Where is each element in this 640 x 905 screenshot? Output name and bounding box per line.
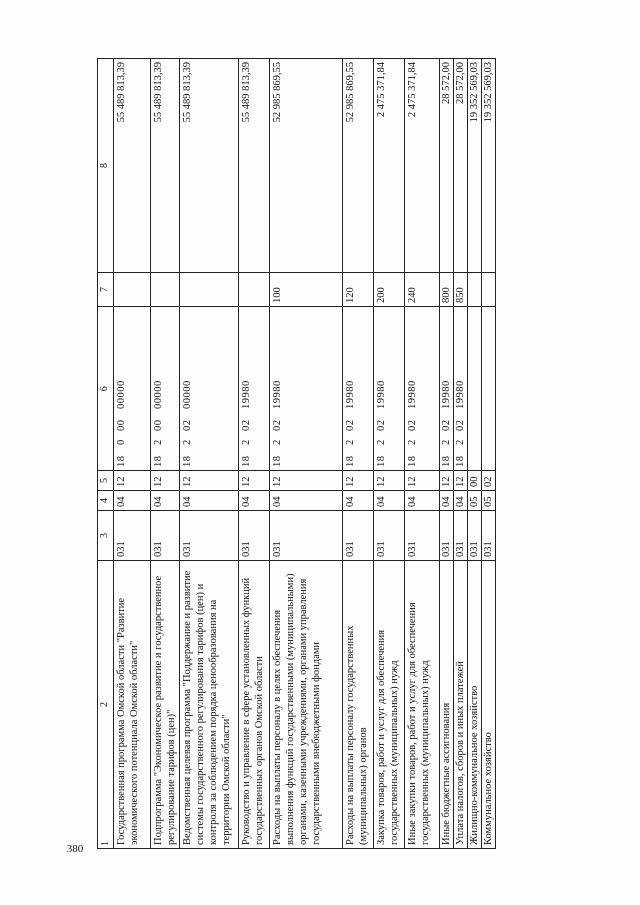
target-code-part: 00000 bbox=[115, 380, 127, 409]
table-row bbox=[373, 59, 404, 849]
target-code-part: 00000 bbox=[181, 380, 193, 409]
row-expense-type-code bbox=[238, 273, 269, 307]
target-code-part: 19980 bbox=[375, 380, 387, 409]
target-code-part: 2 bbox=[181, 439, 193, 445]
row-name: Ведомственная целевая программа "Поддержание и развитие системы государственного регулирования тарифов (цен) и контроля за соблюдением порядка ценообразования на территории Омской области" bbox=[179, 561, 238, 849]
row-grbs-code: 031 bbox=[439, 511, 453, 561]
row-grbs-code: 031 bbox=[342, 511, 373, 561]
row-name: Расходы на выплаты персоналу в целях обеспечения выполнения функций государственными (муниципальными) органами, казенными учреждениями, органами управления государственными внебюджетными фондами bbox=[269, 561, 342, 849]
row-expense-type-code bbox=[179, 273, 238, 307]
target-code-part: 00 bbox=[115, 419, 127, 431]
row-amount: 2 475 371,84 bbox=[404, 59, 439, 273]
rotated-table-sheet bbox=[66, 59, 577, 855]
table-row bbox=[439, 59, 453, 849]
row-name: Государственная программа Омской области "Развитие экономического потенциала Омской области" bbox=[113, 561, 150, 849]
target-code-part: 02 bbox=[406, 419, 418, 431]
target-code-part: 18 bbox=[115, 455, 127, 467]
target-code-part: 02 bbox=[440, 419, 452, 431]
target-code-part: 02 bbox=[375, 419, 387, 431]
target-code-part: 18 bbox=[181, 455, 193, 467]
budget-table bbox=[97, 58, 496, 849]
target-code-part: 18 bbox=[454, 455, 466, 467]
row-expense-type-code bbox=[482, 273, 496, 307]
target-code-part: 02 bbox=[181, 419, 193, 431]
target-code-part: 18 bbox=[152, 455, 164, 467]
target-code-part: 2 bbox=[440, 439, 452, 445]
row-amount: 55 489 813,39 bbox=[238, 59, 269, 273]
row-name: Руководство и управление в сфере установленных функций государственных органов Омской области bbox=[238, 561, 269, 849]
row-amount: 19 352 569,03 bbox=[468, 59, 482, 273]
header-col-6: 6 bbox=[98, 307, 114, 471]
row-subsection-code: 12 bbox=[113, 471, 150, 491]
target-code-part: 2 bbox=[152, 439, 164, 445]
table-row bbox=[453, 59, 467, 849]
row-section-code: 04 bbox=[453, 491, 467, 511]
row-section-code: 04 bbox=[150, 491, 179, 511]
target-code-part: 2 bbox=[375, 439, 387, 445]
target-code-part: 18 bbox=[375, 455, 387, 467]
target-code-part: 19980 bbox=[440, 380, 452, 409]
table-row bbox=[482, 59, 496, 849]
row-subsection-code: 02 bbox=[482, 471, 496, 491]
target-code-part: 00 bbox=[152, 419, 164, 431]
target-code-part: 18 bbox=[240, 455, 252, 467]
row-name: Расходы на выплаты персоналу государственных (муниципальных) органов bbox=[342, 561, 373, 849]
row-expense-type-code bbox=[113, 273, 150, 307]
row-target-code bbox=[404, 307, 439, 471]
table-row bbox=[113, 59, 150, 849]
row-section-code: 04 bbox=[238, 491, 269, 511]
row-subsection-code: 12 bbox=[150, 471, 179, 491]
row-grbs-code: 031 bbox=[453, 511, 467, 561]
row-amount: 55 489 813,39 bbox=[113, 59, 150, 273]
row-grbs-code: 031 bbox=[468, 511, 482, 561]
row-section-code: 04 bbox=[113, 491, 150, 511]
row-expense-type-code bbox=[150, 273, 179, 307]
row-expense-type-code: 120 bbox=[342, 273, 373, 307]
row-target-code bbox=[150, 307, 179, 471]
row-target-code bbox=[179, 307, 238, 471]
row-grbs-code: 031 bbox=[113, 511, 150, 561]
row-target-code bbox=[342, 307, 373, 471]
target-code-part: 2 bbox=[454, 439, 466, 445]
row-grbs-code: 031 bbox=[482, 511, 496, 561]
row-target-code bbox=[113, 307, 150, 471]
target-code-part: 2 bbox=[406, 439, 418, 445]
row-expense-type-code: 800 bbox=[439, 273, 453, 307]
row-target-code bbox=[482, 307, 496, 471]
header-col-2: 2 bbox=[98, 561, 114, 849]
row-target-code bbox=[439, 307, 453, 471]
row-expense-type-code bbox=[468, 273, 482, 307]
col-1-label: 1 bbox=[100, 841, 111, 846]
header-col-4: 4 bbox=[98, 491, 114, 511]
row-grbs-code: 031 bbox=[238, 511, 269, 561]
row-target-code bbox=[373, 307, 404, 471]
row-amount: 2 475 371,84 bbox=[373, 59, 404, 273]
target-code-part: 19980 bbox=[454, 380, 466, 409]
target-code-part: 02 bbox=[271, 419, 283, 431]
table-row bbox=[468, 59, 482, 849]
row-expense-type-code: 240 bbox=[404, 273, 439, 307]
row-name: Жилищно-коммунальное хозяйство bbox=[468, 561, 482, 849]
target-code-part: 18 bbox=[271, 455, 283, 467]
row-section-code: 04 bbox=[404, 491, 439, 511]
row-section-code: 04 bbox=[342, 491, 373, 511]
row-amount: 28 572,00 bbox=[453, 59, 467, 273]
row-grbs-code: 031 bbox=[373, 511, 404, 561]
row-subsection-code: 12 bbox=[342, 471, 373, 491]
target-code-part: 02 bbox=[344, 419, 356, 431]
row-subsection-code: 12 bbox=[404, 471, 439, 491]
row-grbs-code: 031 bbox=[269, 511, 342, 561]
row-amount: 19 352 569,03 bbox=[482, 59, 496, 273]
row-name: Закупка товаров, работ и услуг для обеспечения государственных (муниципальных) нужд bbox=[373, 561, 404, 849]
row-subsection-code: 12 bbox=[373, 471, 404, 491]
row-grbs-code: 031 bbox=[179, 511, 238, 561]
row-subsection-code: 12 bbox=[238, 471, 269, 491]
header-col-3: 3 bbox=[98, 511, 114, 561]
row-expense-type-code: 200 bbox=[373, 273, 404, 307]
target-code-part: 18 bbox=[406, 455, 418, 467]
row-target-code bbox=[453, 307, 467, 471]
table-row bbox=[404, 59, 439, 849]
row-amount: 55 489 813,39 bbox=[179, 59, 238, 273]
target-code-part: 19980 bbox=[344, 380, 356, 409]
row-subsection-code: 12 bbox=[453, 471, 467, 491]
row-subsection-code: 12 bbox=[179, 471, 238, 491]
target-code-part: 19980 bbox=[406, 380, 418, 409]
row-section-code: 05 bbox=[468, 491, 482, 511]
header-col-5: 5 bbox=[98, 471, 114, 491]
row-grbs-code: 031 bbox=[404, 511, 439, 561]
row-name: Иные закупки товаров, работ и услуг для обеспечения государственных (муниципальных) нужд bbox=[404, 561, 439, 849]
target-code-part: 18 bbox=[440, 455, 452, 467]
target-code-part: 02 bbox=[240, 419, 252, 431]
target-code-part: 2 bbox=[344, 439, 356, 445]
table-row bbox=[179, 59, 238, 849]
header-col-7: 7 bbox=[98, 273, 114, 307]
row-name: Иные бюджетные ассигнования bbox=[439, 561, 453, 849]
row-amount: 55 489 813,39 bbox=[150, 59, 179, 273]
row-section-code: 04 bbox=[269, 491, 342, 511]
target-code-part: 2 bbox=[240, 439, 252, 445]
target-code-part: 18 bbox=[344, 455, 356, 467]
target-code-part: 0 bbox=[115, 439, 127, 445]
target-code-part: 19980 bbox=[271, 380, 283, 409]
table-row bbox=[238, 59, 269, 849]
target-code-part: 19980 bbox=[240, 380, 252, 409]
row-amount: 28 572,00 bbox=[439, 59, 453, 273]
table-row bbox=[150, 59, 179, 849]
row-target-code bbox=[468, 307, 482, 471]
row-grbs-code: 031 bbox=[150, 511, 179, 561]
header-col-8: 8 bbox=[98, 59, 114, 273]
row-name: Подпрограмма "Экономическое развитие и государственное регулирование тарифов (цен)" bbox=[150, 561, 179, 849]
header-row bbox=[98, 59, 114, 849]
row-section-code: 05 bbox=[482, 491, 496, 511]
target-code-part: 02 bbox=[454, 419, 466, 431]
row-section-code: 04 bbox=[439, 491, 453, 511]
row-section-code: 04 bbox=[179, 491, 238, 511]
row-name: Уплата налогов, сборов и иных платежей bbox=[453, 561, 467, 849]
row-target-code bbox=[269, 307, 342, 471]
row-subsection-code: 12 bbox=[439, 471, 453, 491]
table-row bbox=[342, 59, 373, 849]
row-subsection-code: 00 bbox=[468, 471, 482, 491]
page-number: 380 bbox=[66, 843, 84, 855]
row-subsection-code: 12 bbox=[269, 471, 342, 491]
row-amount: 52 985 869,55 bbox=[269, 59, 342, 273]
row-expense-type-code: 100 bbox=[269, 273, 342, 307]
target-code-part: 2 bbox=[271, 439, 283, 445]
row-name: Коммунальное хозяйство bbox=[482, 561, 496, 849]
target-code-part: 00000 bbox=[152, 380, 164, 409]
row-expense-type-code: 850 bbox=[453, 273, 467, 307]
row-section-code: 04 bbox=[373, 491, 404, 511]
table-row bbox=[269, 59, 342, 849]
row-target-code bbox=[238, 307, 269, 471]
row-amount: 52 985 869,55 bbox=[342, 59, 373, 273]
